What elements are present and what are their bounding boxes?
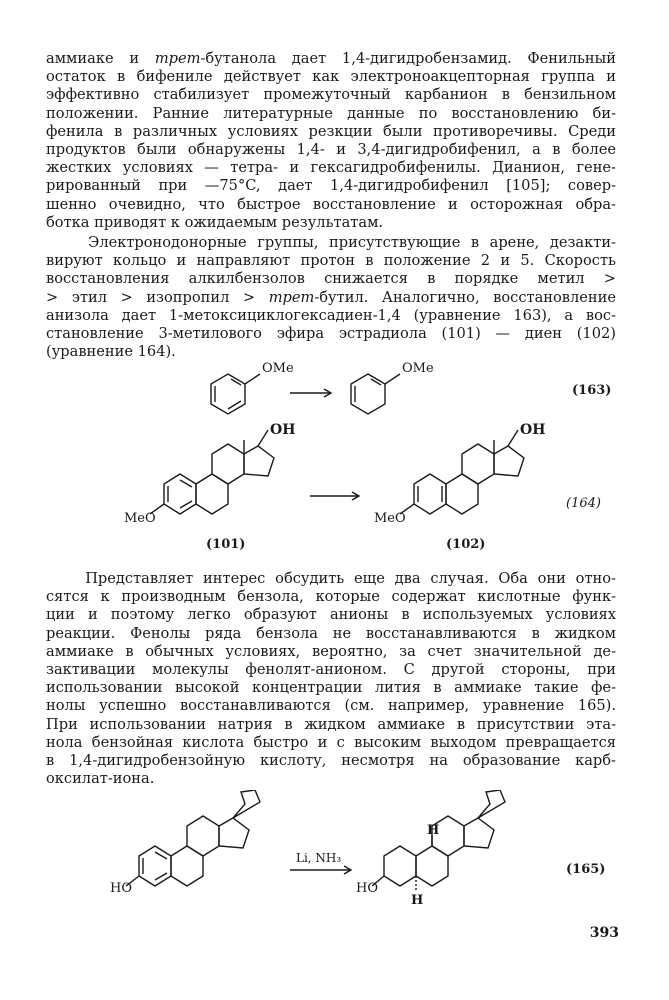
benzene-ring: [211, 374, 245, 414]
methoxy-label: OMe: [262, 361, 294, 376]
c-ring: [187, 816, 219, 856]
text-line: фенила в различных условиях резкции были противоречивы. Среди: [46, 122, 616, 140]
diene-a-ring: [414, 474, 446, 514]
hydroxyl-label: OH: [270, 422, 296, 438]
saturated-a-ring: [384, 846, 416, 886]
d-ring: [244, 446, 274, 476]
c-ring: [212, 444, 244, 484]
text-line: ботка приводят к ожидаемым результатам.: [46, 213, 384, 231]
text-line: вируют кольцо и направляют протон в положение 2 и 5. Скорость: [46, 252, 616, 270]
methoxy-label: MeO: [374, 511, 406, 526]
text-line: становление 3-метилового эфира эстрадиола (101) — диен (102): [46, 325, 616, 343]
text-line: Электронодонорные группы, присутствующие в арене, дезакти-: [46, 234, 616, 251]
compound-label-102: (102): [446, 537, 486, 552]
equation-number: (164): [566, 496, 601, 511]
text-line: использовании высокой концентрации лития в аммиаке такие фе-: [46, 679, 616, 697]
equation-number: (165): [566, 862, 606, 877]
phenol-reduction-diagram: [110, 790, 620, 920]
text-line: жестких условиях — тетра- и гексагидробифенилы. Дианион, гене-: [46, 159, 616, 177]
hydrogen-label: H: [427, 823, 440, 838]
text-line: остаток в бифениле действует как электроноакцепторная группа и: [46, 68, 616, 86]
hydrogen-label: H: [411, 893, 424, 908]
text-line: сятся к производным бензола, которые содержат кислотные функ-: [46, 588, 616, 606]
page-number: 393: [589, 925, 619, 941]
scheme-163: [200, 355, 620, 417]
text-line: анизола дает 1-метоксициклогексадиен-1,4 (уравнение 163), а вос-: [46, 306, 616, 324]
text-line: зактивации молекулы фенолят-анионом. С другой стороны, при: [46, 661, 616, 679]
text-line: При использовании натрия в жидком аммиаке в присутствии эта-: [46, 715, 616, 733]
hydroxyl-label: HO: [356, 881, 378, 896]
methoxy-label: OMe: [402, 361, 434, 376]
anisole-reduction-diagram: [200, 355, 620, 417]
paragraph-2: [46, 234, 616, 361]
text-line: нола бензойная кислота быстро и с высоким выходом превращается: [46, 733, 616, 751]
text-line: оксилат-иона.: [46, 770, 155, 788]
reagent-label: Li, NH₃: [296, 851, 342, 865]
hydroxyl-label: HO: [110, 881, 132, 896]
text-line: аммиаке в обычных условиях, вероятно, за счет значительной де-: [46, 642, 616, 660]
text-line: эффективно стабилизует промежуточный карбанион в бензильном: [46, 86, 616, 104]
b-ring: [446, 474, 478, 514]
text-line: рированный при —75°C, дает 1,4-дигидробифенил [105]; совер-: [46, 177, 616, 195]
text-line: восстановления алкилбензолов снижается в порядке метил >: [46, 270, 616, 288]
scheme-164: [120, 418, 620, 558]
text-line: > этил > изопропил > трет-бутил. Аналогично, восстановление: [46, 288, 616, 306]
text-line: положении. Ранние литературные данные по восстановлению би-: [46, 104, 616, 122]
c-ring: [462, 444, 494, 484]
equation-number: (163): [572, 383, 612, 398]
text-line: ции и поэтому легко образуют анионы в используемых условиях: [46, 606, 616, 624]
dioxolane-ring: [233, 790, 260, 818]
d-ring: [464, 818, 494, 848]
paragraph-1: [46, 50, 616, 232]
text-line: Представляет интерес обсудить еще два случая. Оба они отно-: [46, 570, 616, 587]
text-line: в 1,4-дигидробензойную кислоту, несмотря на образование карб-: [46, 752, 616, 770]
d-ring: [494, 446, 524, 476]
d-ring: [219, 818, 249, 848]
cyclohexadiene-ring: [351, 374, 385, 414]
text-line: нолы успешно восстанавливаются (см. например, уравнение 165).: [46, 697, 616, 715]
paragraph-3: [46, 570, 616, 788]
text-line: (уравнение 164).: [46, 343, 176, 361]
text-line: реакции. Фенолы ряда бензола не восстанавливаются в жидком: [46, 624, 616, 642]
estradiol-ether-reduction-diagram: [120, 418, 620, 558]
compound-label-101: (101): [206, 537, 246, 552]
methoxy-label: MeO: [124, 511, 156, 526]
text-line: шенно очевидно, что быстрое восстановление и осторожная обра-: [46, 195, 616, 213]
hydroxyl-label: OH: [520, 422, 546, 438]
text-line: продуктов были обнаружены 1,4- и 3,4-дигидробифенил, а в более: [46, 141, 616, 159]
b-ring: [171, 846, 203, 886]
b-ring: [416, 846, 448, 886]
dioxolane-ring: [478, 790, 505, 818]
scheme-165: [110, 790, 620, 920]
b-ring: [196, 474, 228, 514]
text-line: аммиаке и трет-бутанола дает 1,4-дигидробензамид. Фенильный: [46, 50, 617, 67]
